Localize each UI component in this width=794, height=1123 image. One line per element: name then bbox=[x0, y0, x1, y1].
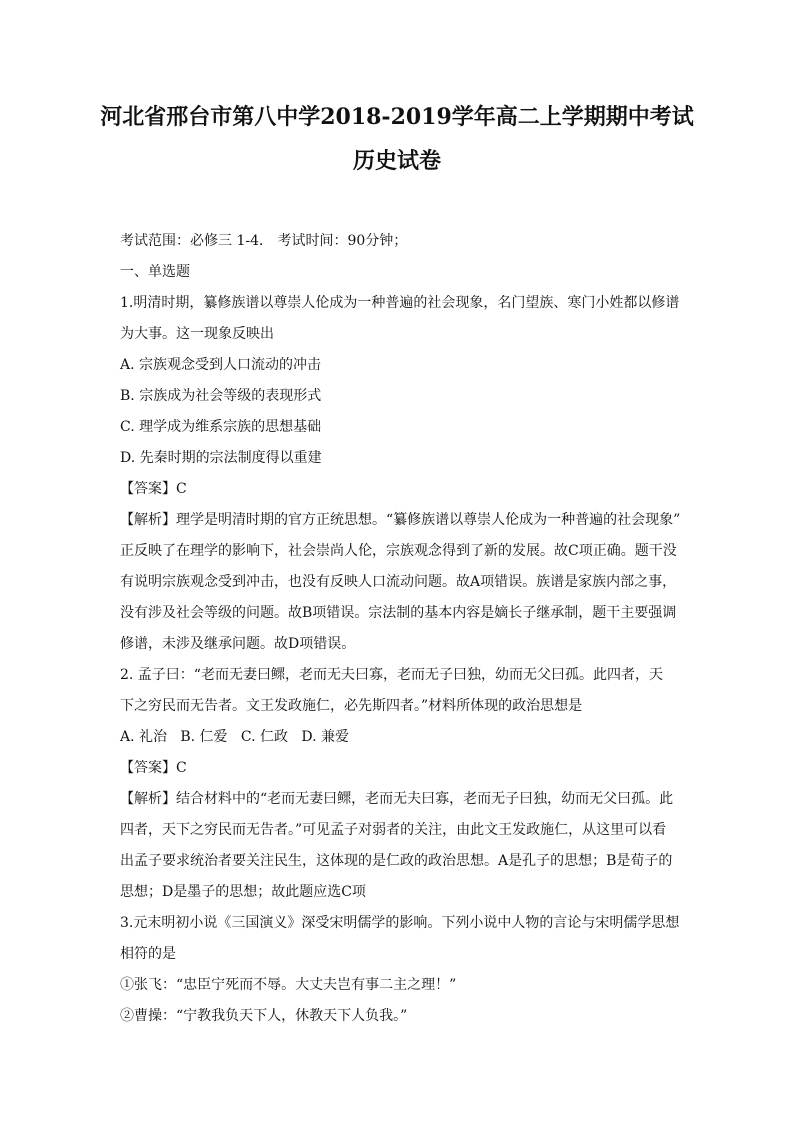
document-body bbox=[120, 226, 680, 1032]
option-b: B. 宗族成为社会等级的表现形式 bbox=[120, 388, 322, 404]
question-1 bbox=[120, 288, 680, 660]
question-stem: 下之穷民而无告者。文王发政施仁，必先斯四者。”材料所体现的政治思想是 bbox=[120, 698, 583, 714]
question-stem: 1.明清时期，纂修族谱以尊崇人伦成为一种普遍的社会现象，名门望族、寒门小姓都以修谱 bbox=[120, 295, 680, 311]
option-c: C. 理学成为维系宗族的思想基础 bbox=[120, 419, 322, 435]
document-subtitle: 历史试卷 bbox=[352, 148, 441, 174]
question-3 bbox=[120, 908, 680, 1032]
analysis: 思想；D是墨子的思想；故此题应选C项 bbox=[120, 884, 366, 900]
options: A. 礼治 B. 仁爱 C. 仁政 D. 兼爱 bbox=[120, 729, 349, 745]
analysis: 没有涉及社会等级的问题。故B项错误。宗法制的基本内容是嫡长子继承制，题干主要强调 bbox=[120, 605, 677, 621]
question-stem: 为大事。这一现象反映出 bbox=[120, 326, 274, 342]
analysis: 出孟子要求统治者要关注民生，这体现的是仁政的政治思想。A是孔子的思想；B是荀子的 bbox=[120, 853, 673, 869]
statement-1: ①张飞：“忠臣宁死而不辱。大丈夫岂有事二主之理！” bbox=[120, 977, 457, 993]
analysis: 【解析】理学是明清时期的官方正统思想。“纂修族谱以尊崇人伦成为一种普遍的社会现象” bbox=[120, 512, 681, 528]
option-a: A. 宗族观念受到人口流动的冲击 bbox=[120, 357, 322, 373]
question-stem: 3.元末明初小说《三国演义》深受宋明儒学的影响。下列小说中人物的言论与宋明儒学思想 bbox=[120, 915, 680, 931]
answer: 【答案】C bbox=[120, 760, 187, 776]
section-heading: 一、单选题 bbox=[120, 264, 190, 280]
analysis: 正反映了在理学的影响下，社会崇尚人伦，宗族观念得到了新的发展。故C项正确。题干没 bbox=[120, 543, 677, 559]
question-stem: 2. 孟子曰：“老而无妻曰鳏，老而无夫曰寡，老而无子曰独，幼而无父曰孤。此四者，天 bbox=[120, 667, 663, 683]
question-2 bbox=[120, 660, 680, 908]
analysis: 修谱，未涉及继承问题。故D项错误。 bbox=[120, 636, 356, 652]
analysis: 四者，天下之穷民而无告者。”可见孟子对弱者的关注，由此文王发政施仁，从这里可以看 bbox=[120, 822, 667, 838]
statement-2: ②曹操：“宁教我负天下人，休教天下人负我。” bbox=[120, 1008, 408, 1024]
analysis: 有说明宗族观念受到冲击，也没有反映人口流动问题。故A项错误。族谱是家族内部之事， bbox=[120, 574, 677, 590]
answer: 【答案】C bbox=[120, 481, 187, 497]
option-d: D. 先秦时期的宗法制度得以重建 bbox=[120, 450, 322, 466]
question-stem: 相符的是 bbox=[120, 946, 176, 962]
document-title: 河北省邢台市第八中学2018-2019学年高二上学期期中考试 bbox=[100, 104, 694, 130]
analysis: 【解析】结合材料中的“老而无妻曰鳏，老而无夫曰寡，老而无子曰独，幼而无父曰孤。此 bbox=[120, 791, 674, 807]
exam-info: 考试范围：必修三 1-4． 考试时间：90分钟； bbox=[120, 233, 408, 249]
